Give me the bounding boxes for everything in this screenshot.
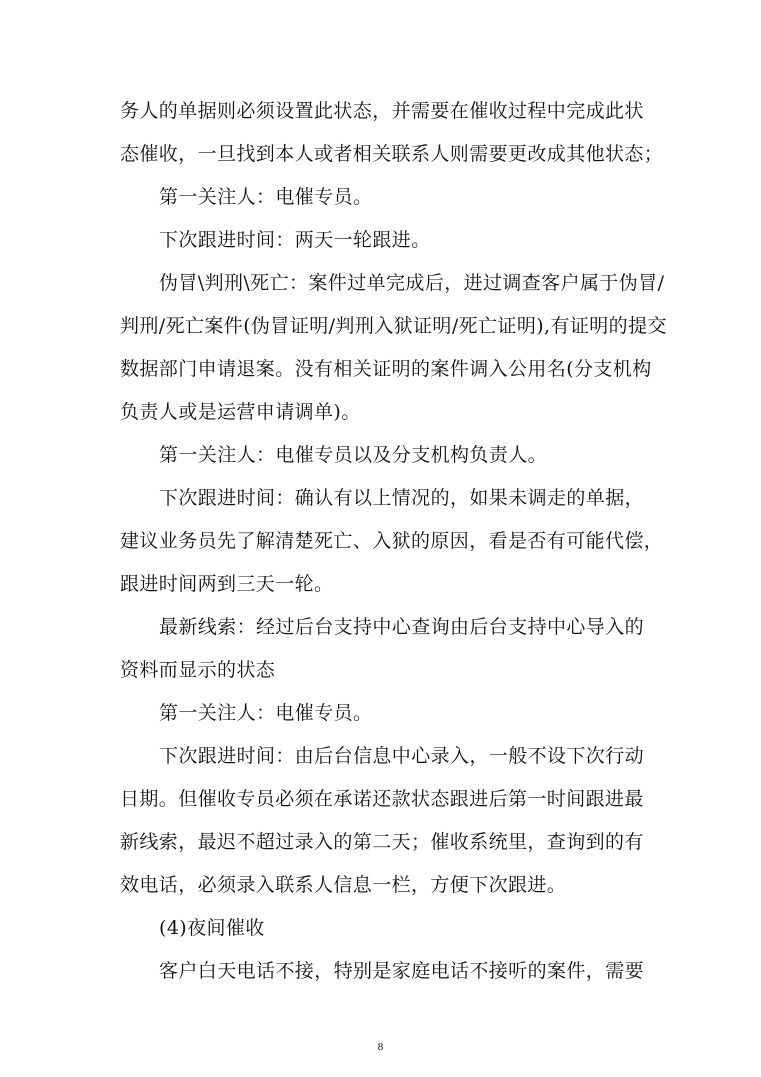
text-line: 第一关注人：电催专员。 [159, 186, 373, 208]
text-line: 建议业务员先了解清楚死亡、入狱的原因，看是否有可能代偿， [120, 530, 664, 552]
text-line: 日期。但催收专员必须在承诺还款状态跟进后第一时间跟进最 [120, 788, 644, 810]
section-heading: (4)夜间催收 [159, 917, 265, 939]
text-line: 下次跟进时间：两天一轮跟进。 [159, 229, 431, 251]
text-line: 第一关注人：电催专员。 [159, 702, 373, 724]
text-line: 效电话，必须录入联系人信息一栏，方便下次跟进。 [120, 874, 567, 896]
text-line: 判刑/死亡案件(伪冒证明/判刑入狱证明/死亡证明),有证明的提交 [120, 315, 667, 337]
page-number: 8 [377, 1041, 384, 1053]
text-line: 态催收，一旦找到本人或者相关联系人则需要更改成其他状态； [120, 143, 664, 165]
text-line: 客户白天电话不接，特别是家庭电话不接听的案件，需要 [159, 960, 645, 982]
text-line: 下次跟进时间：确认有以上情况的，如果未调走的单据， [159, 487, 645, 509]
text-line: 资料而显示的状态 [120, 659, 276, 681]
text-line: 负责人或是运营申请调单)。 [120, 401, 361, 423]
text-line: 伪冒\判刑\死亡：案件过单完成后，进过调查客户属于伪冒/ [159, 272, 665, 294]
text-line: 跟进时间两到三天一轮。 [120, 573, 334, 595]
text-line: 新线索，最迟不超过录入的第二天；催收系统里，查询到的有 [120, 831, 644, 853]
text-line: 第一关注人：电催专员以及分支机构负责人。 [159, 444, 548, 466]
text-line: 下次跟进时间：由后台信息中心录入，一般不设下次行动 [159, 745, 645, 767]
text-line: 数据部门申请退案。没有相关证明的案件调入公用名(分支机构 [120, 358, 652, 380]
text-line: 最新线索：经过后台支持中心查询由后台支持中心导入的 [159, 616, 645, 638]
text-line: 务人的单据则必须设置此状态，并需要在催收过程中完成此状 [120, 100, 644, 122]
